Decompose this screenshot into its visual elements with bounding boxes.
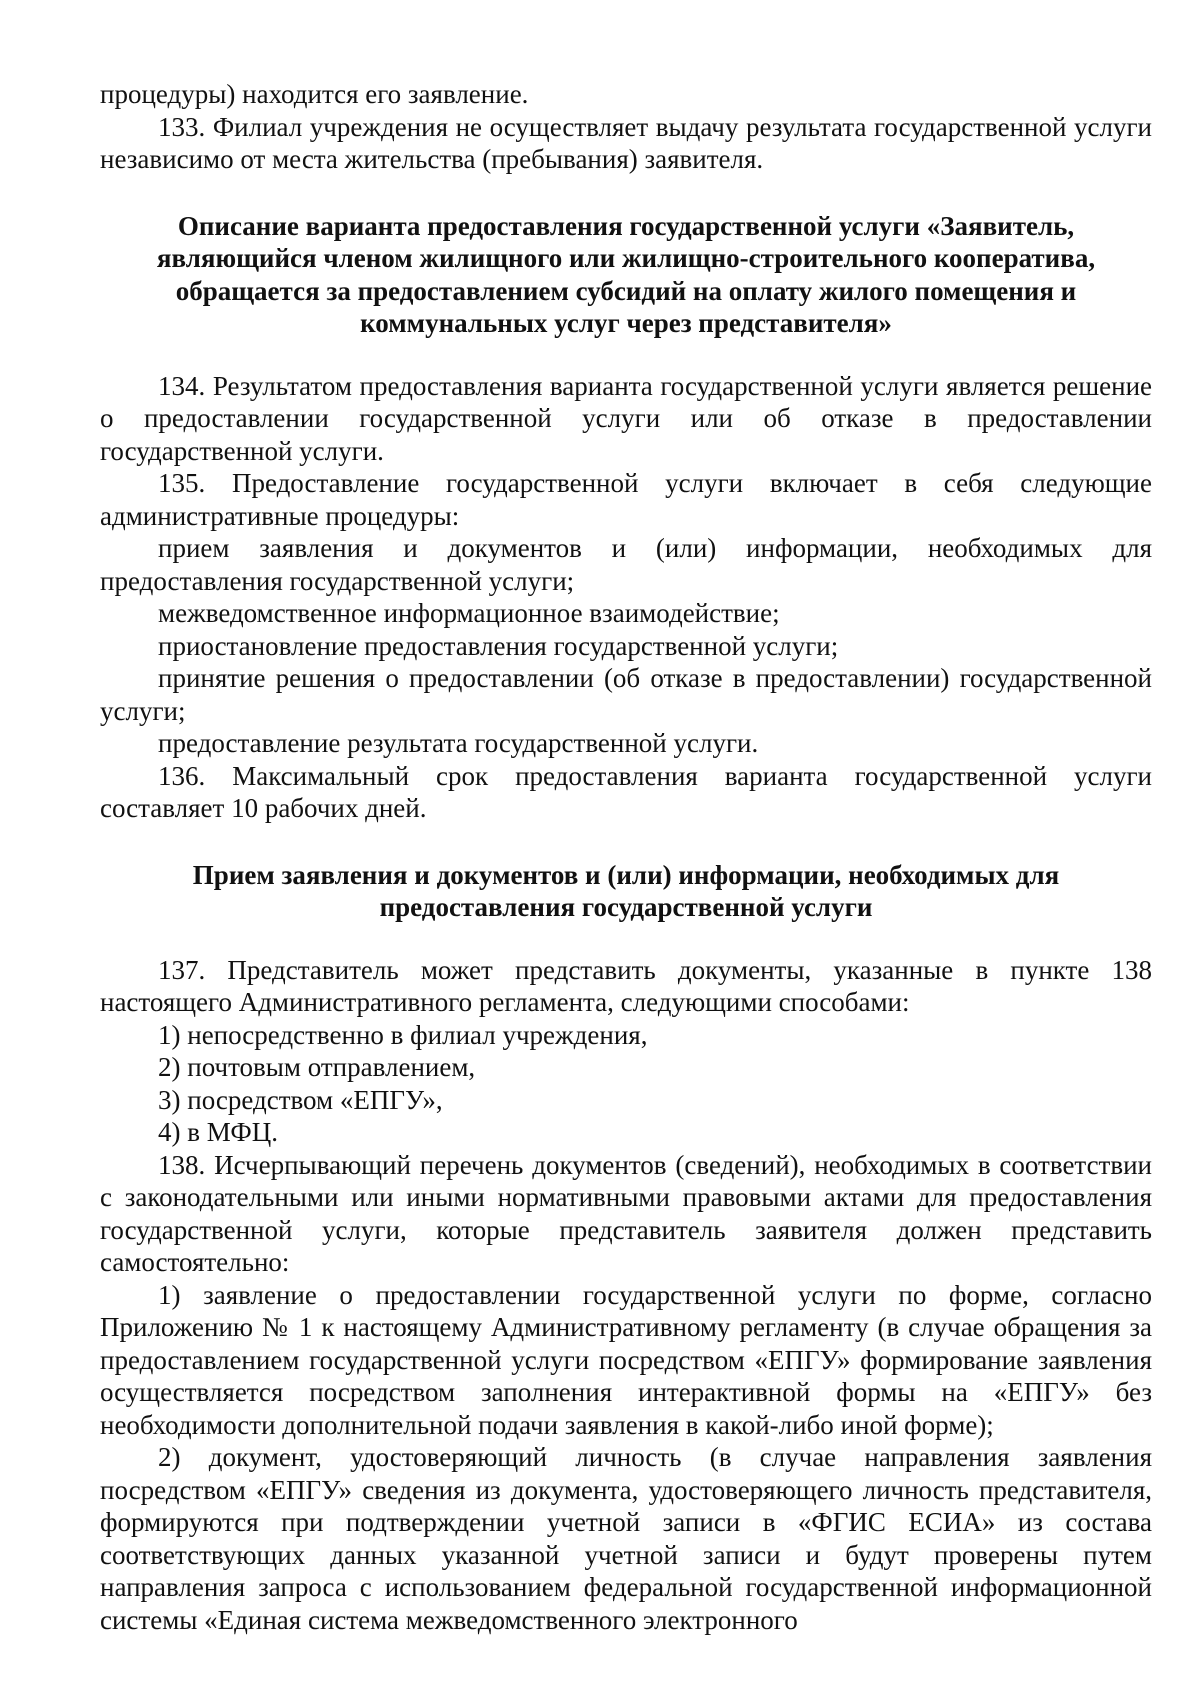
procedure-item-5: предоставление результата государственной услуги. — [158, 728, 759, 758]
paragraph-continuation: процедуры) находится его заявление. — [100, 79, 529, 109]
method-item-4: 4) в МФЦ. — [158, 1117, 278, 1147]
method-item-2: 2) почтовым отправлением, — [158, 1052, 476, 1082]
paragraph-137: 137. Представитель может представить документы, указанные в пункте 138 настоящего Административного регламента, следующими способами: — [100, 954, 1152, 1017]
paragraph-134: 134. Результатом предоставления варианта государственной услуги является решение о предоставлении государственной услуги или об отказе в предоставлении государственной услуги. — [100, 370, 1152, 466]
procedure-item-4: принятие решения о предоставлении (об отказе в предоставлении) государственной услуги; — [100, 663, 1152, 726]
document-item-2: 2) документ, удостоверяющий личность (в случае направления заявления посредством «ЕПГУ» сведения из документа, удостоверяющего личность представителя, формируются при подтверждении учетной записи в «ФГИС ЕСИА» из состава соответствующих данных указанной учетной записи и будут проверены путем направления запроса с использованием федеральной государственной информационной системы «Единая система межведомственного электронного — [100, 1442, 1152, 1635]
procedure-item-1: прием заявления и документов и (или) информации, необходимых для предоставления государственной услуги; — [100, 533, 1152, 596]
section-heading-variant-description: Описание варианта предоставления государственной услуги «Заявитель, являющийся членом жилищного или жилищно-строительного кооператива, обращается за предоставлением субсидий на оплату жилого помещения и коммунальных услуг через представителя» — [156, 210, 1096, 338]
method-item-1: 1) непосредственно в филиал учреждения, — [158, 1019, 648, 1050]
method-item-3: 3) посредством «ЕПГУ», — [158, 1084, 443, 1115]
procedure-item-2: межведомственное информационное взаимодействие; — [158, 598, 780, 628]
paragraph-135: 135. Предоставление государственной услуги включает в себя следующие административные процедуры: — [100, 468, 1152, 531]
paragraph-133: 133. Филиал учреждения не осуществляет выдачу результата государственной услуги независимо от места жительства (пребывания) заявителя. — [100, 111, 1152, 174]
paragraph-138: 138. Исчерпывающий перечень документов (сведений), необходимых в соответствии с законодательными или иными нормативными правовыми актами для предоставления государственной услуги, которые представитель заявителя должен представить самостоятельно: — [100, 1149, 1152, 1277]
paragraph-136: 136. Максимальный срок предоставления варианта государственной услуги составляет 10 рабочих дней. — [100, 760, 1152, 823]
section-heading-application-acceptance: Прием заявления и документов и (или) информации, необходимых для предоставления государственной услуги — [192, 859, 1060, 922]
document-item-1: 1) заявление о предоставлении государственной услуги по форме, согласно Приложению № 1 к настоящему Административному регламенту (в случае обращения за предоставлением государственной услуги посредством «ЕПГУ» формирование заявления осуществляется посредством заполнения интерактивной формы на «ЕПГУ» без необходимости дополнительной подачи заявления в какой-либо иной форме); — [100, 1279, 1152, 1440]
procedure-item-3: приостановление предоставления государственной услуги; — [158, 630, 839, 661]
